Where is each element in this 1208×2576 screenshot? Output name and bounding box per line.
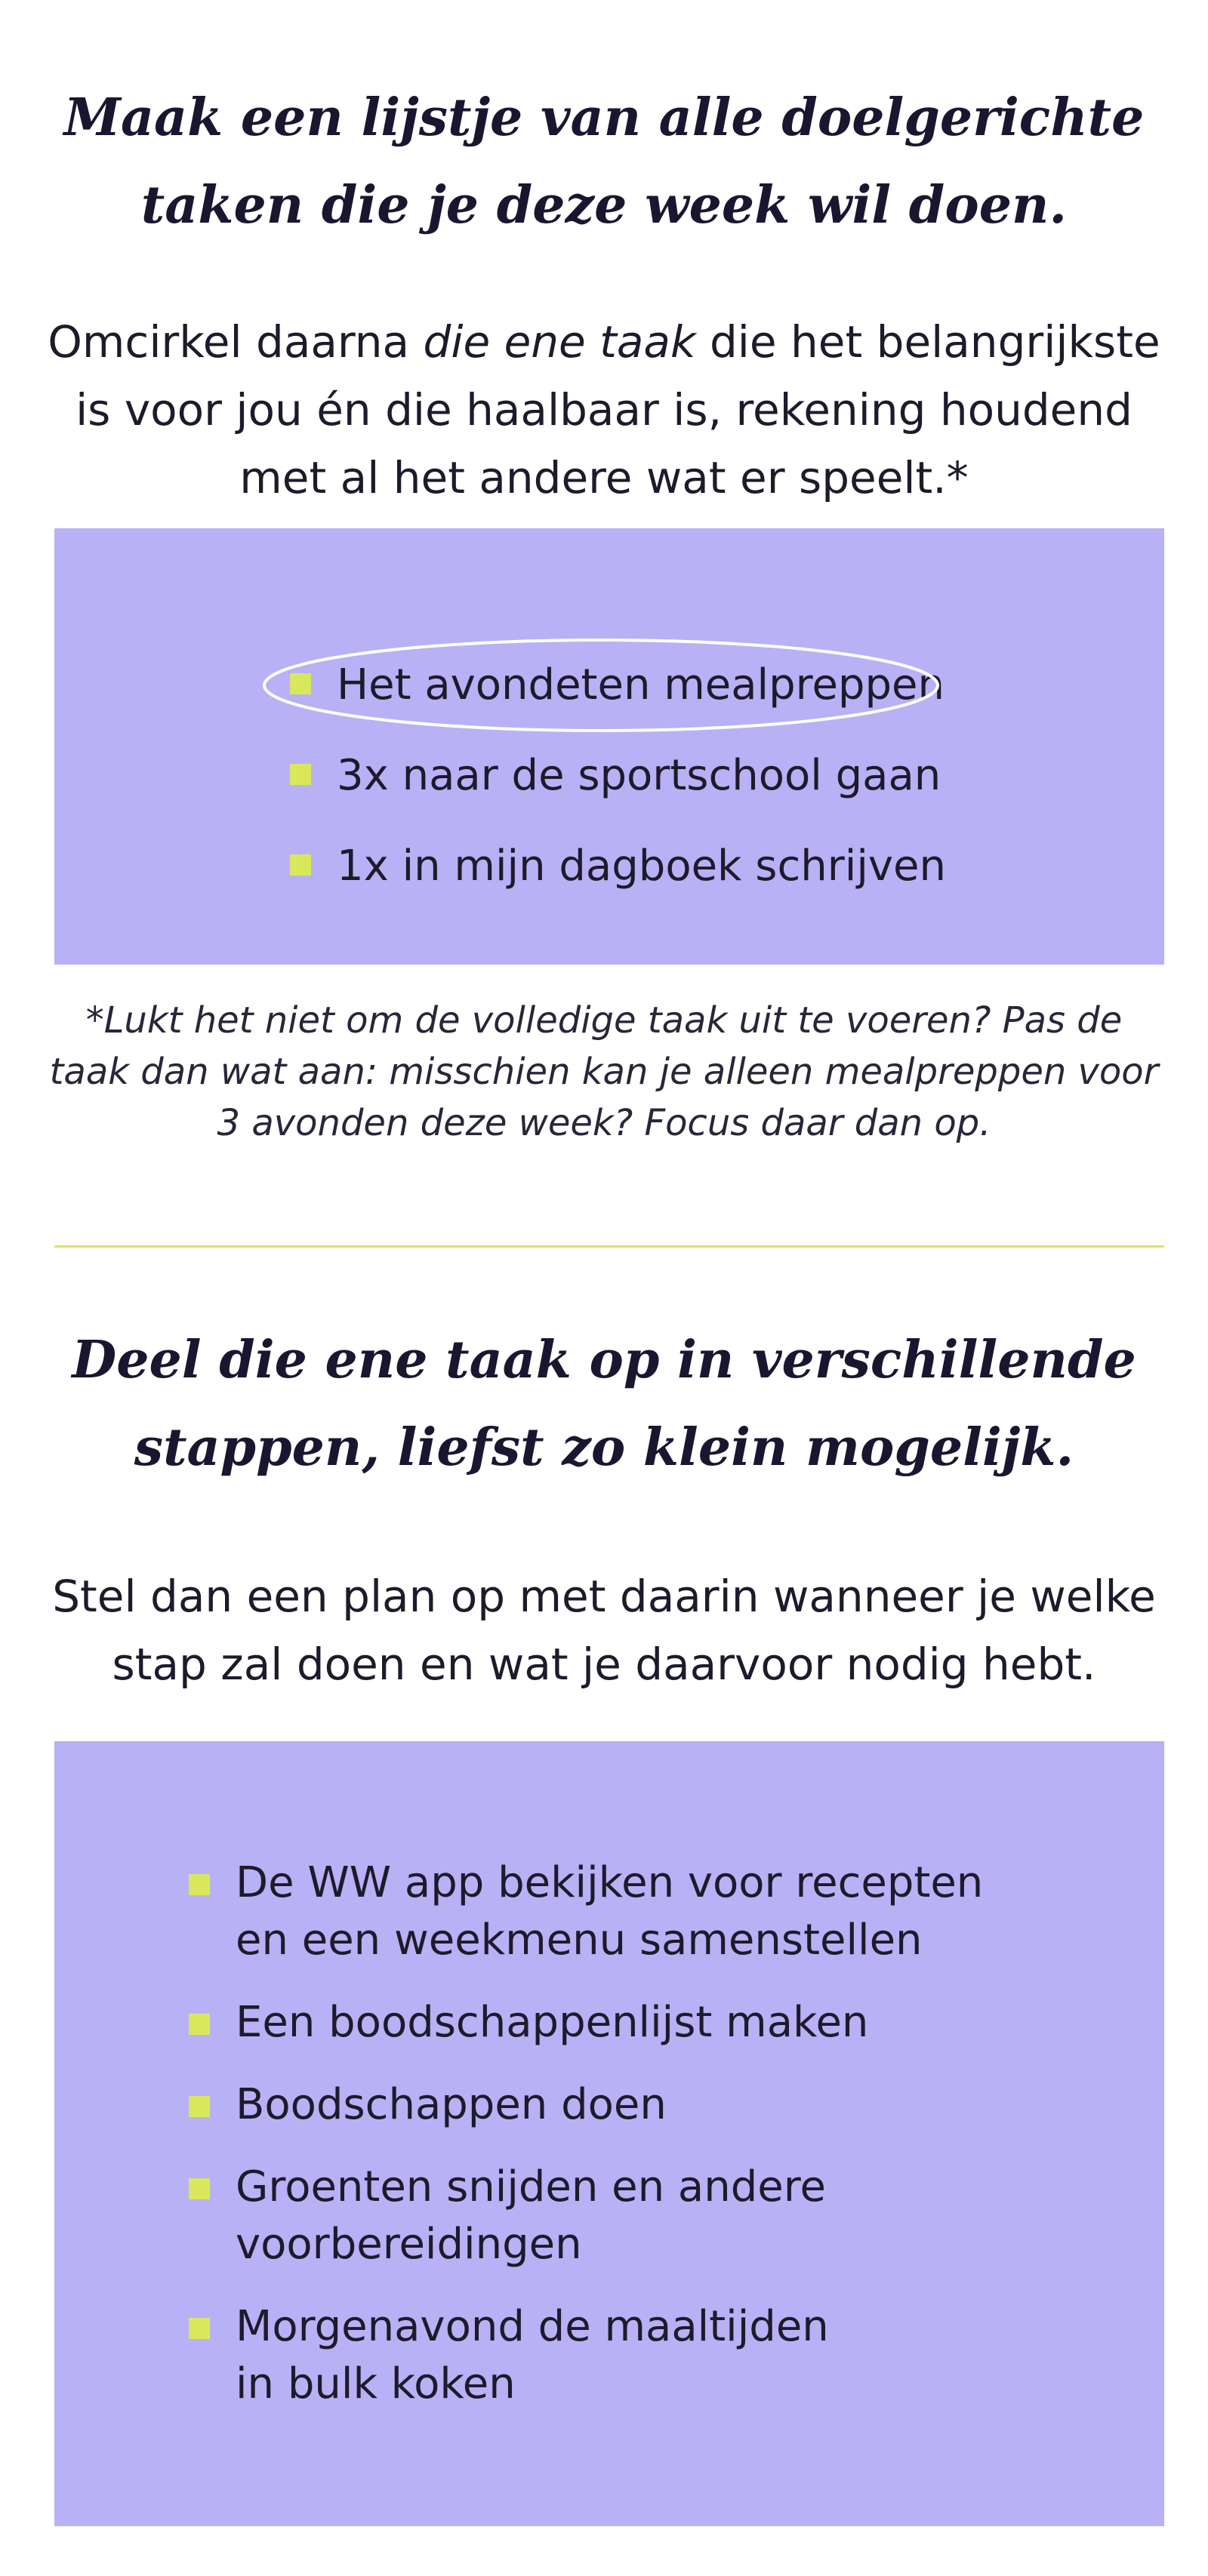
step-line: Morgenavond de maaltijden: [236, 2302, 829, 2351]
task-list-panel: [54, 528, 1164, 965]
section-divider: [54, 1245, 1164, 1248]
footnote-line: *Lukt het niet om de volledige taak uit te voeren? Pas de: [85, 999, 1123, 1042]
task-label: 3x naar de sportschool gaan: [337, 751, 941, 800]
intro-line: met al het andere wat er speelt.*: [239, 452, 969, 503]
task-item: [290, 821, 946, 912]
steps-panel: [54, 1741, 1164, 2526]
task-list: [290, 640, 946, 912]
step-line: en een weekmenu samenstellen: [236, 1916, 923, 1965]
square-bullet-icon: [290, 854, 311, 876]
step-item: [189, 1854, 983, 1969]
square-bullet-icon: [189, 1874, 210, 1895]
task-label: Het avondeten mealpreppen: [337, 660, 945, 709]
square-bullet-icon: [189, 2318, 210, 2339]
square-bullet-icon: [290, 764, 311, 785]
step-item: [189, 2298, 983, 2413]
step-line: voorbereidingen: [236, 2220, 582, 2269]
task-item-circled: [290, 640, 946, 731]
step-item: [189, 2159, 983, 2273]
section1-heading: [0, 74, 1208, 249]
step-item: [189, 1994, 983, 2051]
square-bullet-icon: [189, 2014, 210, 2035]
step-line: in bulk koken: [236, 2359, 516, 2408]
intro-line: Omcirkel daarna die ene taak die het belangrijkste: [48, 316, 1160, 368]
section1-intro: [0, 308, 1208, 512]
step-line: Een boodschappenlijst maken: [236, 1998, 869, 2047]
footnote-line: taak dan wat aan: misschien kan je alleen mealpreppen voor: [49, 1051, 1159, 1093]
task-label: 1x in mijn dagboek schrijven: [337, 842, 946, 891]
square-bullet-icon: [189, 2178, 210, 2199]
section2-heading: [0, 1316, 1208, 1491]
step-line: Boodschappen doen: [236, 2080, 667, 2129]
footnote-line: 3 avonden deze week? Focus daar dan op.: [217, 1102, 991, 1144]
heading-line: Maak een lijstje van alle doelgerichte: [63, 88, 1145, 148]
heading-line: stappen, liefst zo klein mogelijk.: [134, 1417, 1074, 1478]
step-line: Groenten snijden en andere: [236, 2162, 826, 2211]
step-item: [189, 2076, 983, 2134]
square-bullet-icon: [189, 2096, 210, 2117]
section2-intro: [0, 1562, 1208, 1698]
intro-line: is voor jou én die haalbaar is, rekening houdend: [76, 384, 1132, 435]
intro-line: Stel dan een plan op met daarin wanneer je welke: [52, 1571, 1156, 1622]
heading-line: Deel die ene taak op in verschillende: [72, 1330, 1136, 1390]
task-item: [290, 731, 946, 821]
step-line: De WW app bekijken voor recepten: [236, 1858, 984, 1907]
intro-line: stap zal doen en wat je daarvoor nodig hebt.: [112, 1639, 1096, 1690]
steps-list: [189, 1854, 983, 2438]
square-bullet-icon: [290, 673, 311, 694]
circle-mark: [261, 636, 941, 734]
heading-line: taken die je deze week wil doen.: [140, 175, 1068, 235]
emphasis-text: die ene taak: [423, 316, 696, 368]
footnote: [0, 995, 1208, 1149]
